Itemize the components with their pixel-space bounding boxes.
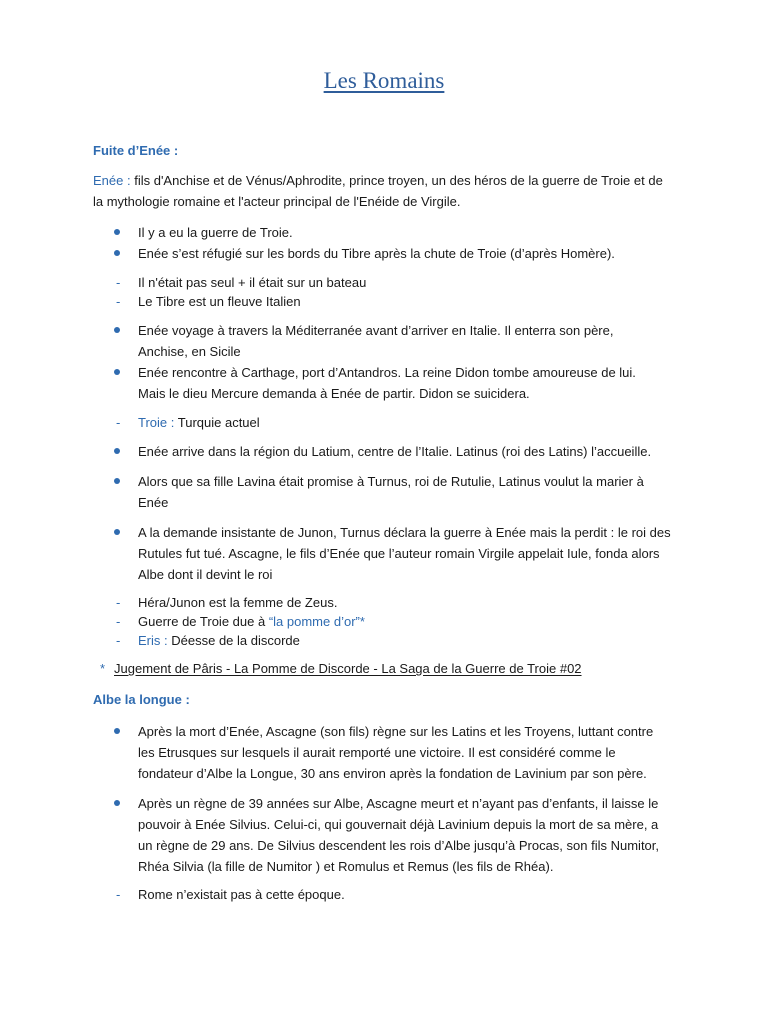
troie-label: Troie : — [138, 415, 175, 430]
bullet-text: Enée voyage à travers la Méditerranée avant d’arriver en Italie. Il enterra son père, — [138, 323, 614, 338]
bullet-text: Enée s’est réfugié sur les bords du Tibre après la chute de Troie (d’après Homère). — [138, 246, 615, 261]
dash-icon: - — [116, 887, 121, 902]
dash-text: Le Tibre est un fleuve Italien — [138, 294, 301, 309]
troie-text: Turquie actuel — [177, 415, 260, 430]
bullet-text: Après la mort d’Enée, Ascagne (son fils) règne sur les Latins et les Troyens, luttant contre — [138, 724, 654, 739]
bullet-icon — [113, 249, 121, 257]
bullet-text: Alors que sa fille Lavina était promise à Turnus, roi de Rutulie, Latinus voulut la marier à — [138, 474, 644, 489]
dash-text: Rome n’existait pas à cette époque. — [138, 887, 345, 902]
bullet-icon — [113, 326, 121, 334]
intro-text-1: fils d'Anchise et de Vénus/Aphrodite, prince troyen, un des héros de la guerre de Troie et de — [134, 173, 663, 188]
bullet-text: Après un règne de 39 années sur Albe, Ascagne meurt et n’ayant pas d’enfants, il laisse le — [138, 796, 659, 811]
bullet-icon — [113, 228, 121, 236]
bullet-icon — [113, 727, 121, 735]
dash-icon: - — [116, 614, 121, 629]
bullet-icon — [113, 447, 121, 455]
section-heading-albe: Albe la longue : — [93, 692, 190, 707]
section-heading-fuite-enee: Fuite d’Enée : — [93, 143, 179, 158]
bullet-text: les Etrusques sur lesquels il aurait remporté une victoire. Il est considéré comme le — [138, 745, 616, 760]
bullet-text: Enée rencontre à Carthage, port d’Antandros. La reine Didon tombe amoureuse de lui. — [138, 365, 636, 380]
intro-label: Enée : — [93, 173, 131, 188]
guerre-text: Guerre de Troie due à — [138, 614, 266, 629]
bullet-text: Rhéa Silvia (la fille de Numitor ) et Romulus et Remus (les fils de Rhéa). — [138, 859, 554, 874]
dash-text-guerre — [138, 611, 365, 632]
dash-text: Il n'était pas seul + il était sur un bateau — [138, 275, 367, 290]
intro-line-2: la mythologie romaine et l'acteur principal de l'Enéide de Virgile. — [93, 194, 461, 209]
dash-icon: - — [116, 294, 121, 309]
dash-text: Héra/Junon est la femme de Zeus. — [138, 595, 338, 610]
bullet-text: Anchise, en Sicile — [138, 344, 241, 359]
dash-icon: - — [116, 633, 121, 648]
eris-text: Déesse de la discorde — [171, 633, 300, 648]
bullet-text: un règne de 29 ans. De Silvius descendent les rois d’Albe jusqu’à Procas, son fils Numitor, — [138, 838, 660, 853]
bullet-text: Mais le dieu Mercure demanda à Enée de partir. Didon se suicidera. — [138, 386, 530, 401]
bullet-text: Enée arrive dans la région du Latium, centre de l’Italie. Latinus (roi des Latins) l’accueille. — [138, 444, 652, 459]
dash-icon: - — [116, 415, 121, 430]
page-title: Les Romains — [323, 68, 445, 93]
video-link[interactable]: Jugement de Pâris - La Pomme de Discorde - La Saga de la Guerre de Troie #02 — [114, 661, 582, 676]
bullet-text: Enée — [138, 495, 169, 510]
bullet-icon — [113, 528, 121, 536]
bullet-text: A la demande insistante de Junon, Turnus déclara la guerre à Enée mais la perdit : le roi des — [138, 525, 671, 540]
pomme-quote: “la pomme d’or”* — [268, 614, 365, 629]
footnote-star: * — [100, 661, 106, 676]
dash-text-troie — [138, 412, 260, 433]
dash-icon: - — [116, 595, 121, 610]
dash-icon: - — [116, 275, 121, 290]
bullet-icon — [113, 368, 121, 376]
bullet-icon — [113, 477, 121, 485]
intro-line-1 — [93, 170, 663, 191]
dash-text-eris — [138, 630, 300, 651]
eris-label: Eris : — [138, 633, 168, 648]
bullet-text: fondateur d’Albe la Longue, 30 ans environ après la fondation de Lavinium par son père. — [138, 766, 647, 781]
bullet-text: Rutules fut tué. Ascagne, le fils d’Enée que l’auteur romain Virgile appelait Iule, fonda alors — [138, 546, 660, 561]
bullet-text: pouvoir à Enée Silvius. Celui-ci, qui gouvernait déjà Lavinium depuis la mort de sa mère, a — [138, 817, 659, 832]
bullet-text: Il y a eu la guerre de Troie. — [138, 225, 293, 240]
bullet-icon — [113, 799, 121, 807]
bullet-text: Albe dont il devint le roi — [138, 567, 273, 582]
